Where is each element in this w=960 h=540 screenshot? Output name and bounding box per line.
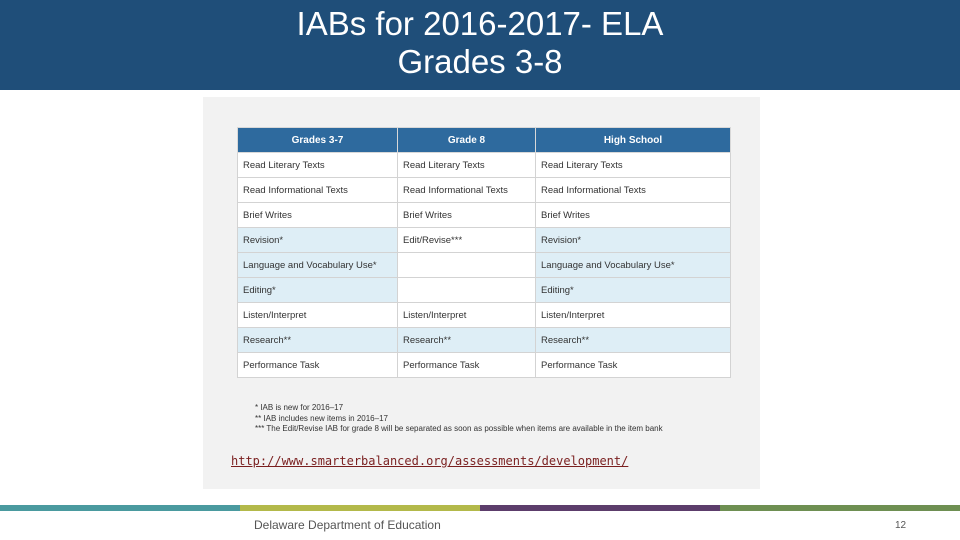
slide-title-line-1: IABs for 2016-2017- ELA — [296, 5, 664, 42]
footer-bar-purple — [480, 505, 720, 511]
footnote: ** IAB includes new items in 2016–17 — [255, 413, 388, 423]
table-cell: Read Informational Texts — [398, 178, 536, 203]
table-row — [238, 178, 731, 203]
table-cell: Research** — [238, 328, 398, 353]
table-cell: Read Informational Texts — [536, 178, 731, 203]
smarter-balanced-link[interactable]: http://www.smarterbalanced.org/assessments/development/ — [231, 454, 629, 468]
table-cell: Brief Writes — [238, 203, 398, 228]
table-cell: Revision* — [238, 228, 398, 253]
table-cell — [398, 253, 536, 278]
table-header-row — [238, 128, 731, 153]
footnote: * IAB is new for 2016–17 — [255, 403, 344, 412]
table-cell: Listen/Interpret — [398, 303, 536, 328]
table-cell: Research** — [398, 328, 536, 353]
table-cell: Brief Writes — [536, 203, 731, 228]
table-cell: Editing* — [536, 278, 731, 303]
slide-title-line-2: Grades 3-8 — [397, 43, 563, 80]
table-cell: Revision* — [536, 228, 731, 253]
table-cell: Brief Writes — [398, 203, 536, 228]
table-row — [238, 153, 731, 178]
table-cell: Research** — [536, 328, 731, 353]
table-row — [238, 253, 731, 278]
table-cell: Read Literary Texts — [398, 153, 536, 178]
column-header: Grades 3-7 — [238, 128, 398, 153]
table-cell: Read Literary Texts — [238, 153, 398, 178]
table-cell — [398, 278, 536, 303]
table-cell: Language and Vocabulary Use* — [536, 253, 731, 278]
footer-bar-green — [720, 505, 960, 511]
table-row — [238, 303, 731, 328]
table-row — [238, 328, 731, 353]
table-footnotes — [255, 403, 663, 435]
table-row — [238, 278, 731, 303]
table-cell: Editing* — [238, 278, 398, 303]
table-cell: Edit/Revise*** — [398, 228, 536, 253]
table-cell: Listen/Interpret — [238, 303, 398, 328]
footnote: *** The Edit/Revise IAB for grade 8 will be separated as soon as possible when items are available in the item bank — [255, 424, 663, 433]
iab-table-figure — [203, 97, 760, 489]
footer-bar-yellowgreen — [240, 505, 480, 511]
page-number: 12 — [895, 520, 907, 531]
table-cell: Read Literary Texts — [536, 153, 731, 178]
footer-bar-teal — [0, 505, 240, 511]
column-header: Grade 8 — [398, 128, 536, 153]
table-cell: Read Informational Texts — [238, 178, 398, 203]
table-cell: Performance Task — [536, 353, 731, 378]
column-header: High School — [536, 128, 731, 153]
iab-table — [237, 127, 731, 378]
slide-title-bar — [0, 0, 960, 90]
table-cell: Performance Task — [398, 353, 536, 378]
table-cell: Performance Task — [238, 353, 398, 378]
footer-organization: Delaware Department of Education — [254, 518, 441, 532]
table-row — [238, 228, 731, 253]
table-row — [238, 353, 731, 378]
table-row — [238, 203, 731, 228]
table-cell: Listen/Interpret — [536, 303, 731, 328]
table-cell: Language and Vocabulary Use* — [238, 253, 398, 278]
